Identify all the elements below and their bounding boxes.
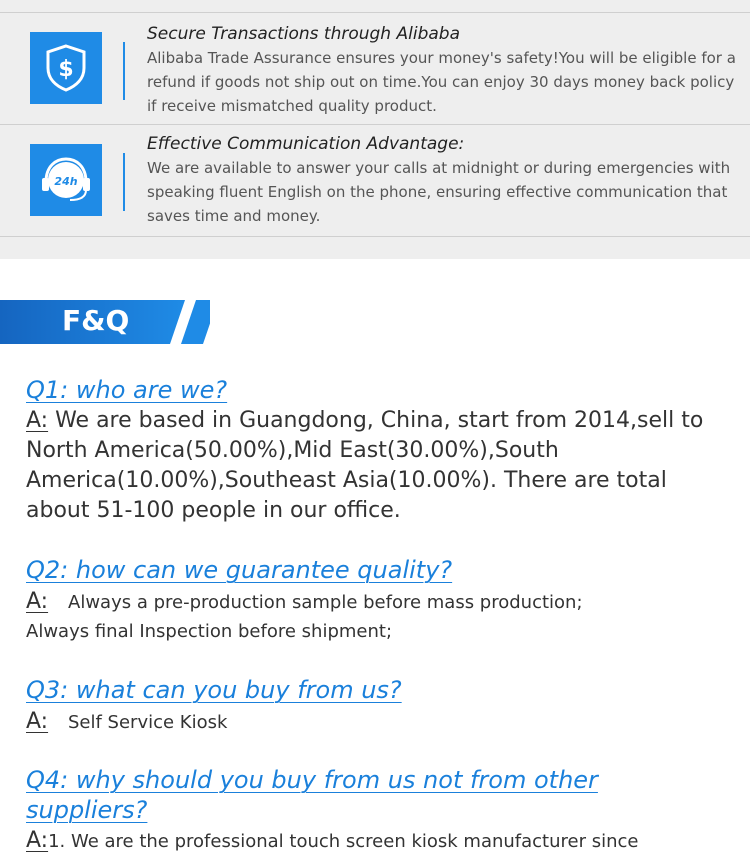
svg-text:$: $ <box>58 57 74 82</box>
answer-text: We are based in Guangdong, China, start from 2014,sell to North America(50.00%),Mid East(30.00%),South America(10.00%),Southeast Asia(10.00%). There are total about 51-100 people in our office. <box>26 408 704 523</box>
answer-text: 1. We are the professional touch screen kiosk manufacturer since <box>48 831 639 852</box>
divider <box>0 12 750 13</box>
answer-text: Always a pre-production sample before mass production; <box>68 592 583 613</box>
answer-tag: A: <box>26 408 49 433</box>
accent-bar <box>123 153 125 211</box>
answer-tag: A: <box>26 828 49 853</box>
feature-body: Alibaba Trade Assurance ensures your money's safety!You will be eligible for a refund if goods not ship out on time.You can enjoy 30 days money back policy if receive mismatched quality product. <box>147 49 736 115</box>
faq-question: Q2: how can we guarantee quality? <box>26 556 453 584</box>
feature-title: Effective Communication Advantage: <box>147 134 465 154</box>
accent-bar <box>123 42 125 100</box>
faq-heading: F&Q <box>62 304 130 337</box>
faq-answer <box>26 406 726 526</box>
faq-answer <box>26 707 726 738</box>
divider <box>0 236 750 237</box>
headset-24h-icon <box>30 144 102 216</box>
answer-tag: A: <box>26 589 49 614</box>
feature-body: We are available to answer your calls at midnight or during emergencies with speaking fluent English on the phone, ensuring effective communication that saves time and money. <box>147 159 731 225</box>
faq-question: Q3: what can you buy from us? <box>26 676 402 704</box>
faq-answer-line: Always final Inspection before shipment; <box>26 621 393 642</box>
feature-title: Secure Transactions through Alibaba <box>147 24 460 44</box>
answer-tag: A: <box>26 709 49 734</box>
shield-dollar-icon <box>30 32 102 104</box>
divider <box>0 124 750 125</box>
icon-24h-text: 24h <box>54 175 78 188</box>
faq-question: Q1: who are we? <box>26 376 228 404</box>
faq-answer <box>26 587 726 618</box>
answer-text: Self Service Kiosk <box>68 712 228 733</box>
faq-question: Q4: why should you buy from us not from other suppliers? <box>26 766 598 824</box>
